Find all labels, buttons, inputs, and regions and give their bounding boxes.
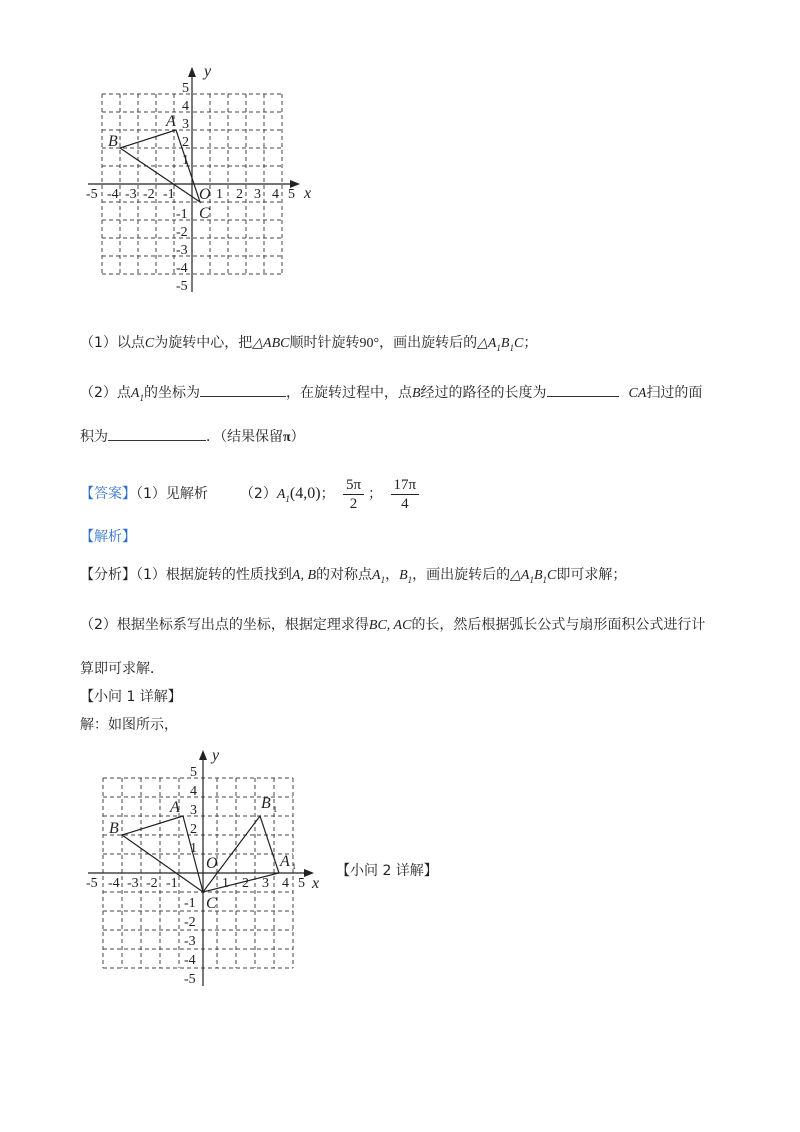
x-tick-label: -3 — [125, 187, 137, 202]
analysis-tag: 【解析】 — [80, 529, 136, 545]
b1-subscript: 1 — [273, 805, 277, 814]
analysis-point-a1: $A_1$ — [372, 568, 386, 585]
q1-triangle-abc: △ABC — [252, 336, 290, 351]
y-tick-label: 5 — [190, 765, 197, 780]
y-axis-label: y — [204, 63, 212, 80]
y-tick-label: -3 — [184, 934, 196, 949]
origin-label: O — [206, 855, 218, 872]
answer-separator: ； — [320, 486, 335, 502]
q2-text: （2）点 — [80, 385, 131, 401]
q2-text: 积为 — [80, 429, 108, 445]
answer-tag: 【答案】 — [80, 486, 136, 502]
q1-angle: 90° — [359, 336, 380, 351]
point-b-label: B — [108, 133, 118, 150]
q2-segment-ca: CA — [628, 386, 647, 401]
point-a-label: A — [170, 799, 180, 816]
y-tick-label: -3 — [176, 243, 188, 258]
answer-line — [80, 474, 423, 514]
analysis-triangle: $\triangle A_1B_1C$ — [510, 568, 557, 585]
q2-text: 扫过的面 — [646, 385, 703, 401]
point-a-label: A — [166, 113, 176, 130]
y-tick-label: -5 — [184, 972, 196, 987]
y-tick-label: 4 — [190, 784, 197, 799]
y-tick-label: -2 — [176, 225, 188, 240]
answer-a1: $A_1$ — [276, 487, 290, 504]
answer-blank-1[interactable] — [200, 382, 286, 397]
x-tick-label: -2 — [146, 876, 158, 891]
x-tick-label: 3 — [254, 187, 261, 202]
answer-part-2: （2） — [239, 486, 277, 502]
x-tick-label: 4 — [282, 876, 289, 891]
answer-blank-3[interactable] — [108, 426, 206, 441]
analysis-text: 即可求解； — [556, 567, 627, 583]
answer-part-1: （1）见解析 — [136, 486, 208, 502]
analysis-line-3: 算即可求解． — [80, 661, 164, 677]
analysis-points-ab: A, B — [291, 568, 317, 583]
x-tick-label: 4 — [272, 187, 279, 202]
question-2-line-2 — [80, 426, 305, 449]
x-tick-label: 5 — [298, 876, 305, 891]
q1-text: （1）以点 — [80, 335, 145, 351]
question-2-line-1 — [80, 382, 702, 409]
analysis-point-b1: $B_1$ — [399, 568, 413, 585]
q1-text: 顺时针旋转 — [289, 335, 360, 351]
q1-text: ； — [523, 335, 538, 351]
sub-question-1-tag: 【小问 1 详解】 — [80, 689, 182, 705]
analysis-text: （1）根据旋转的性质找到 — [136, 567, 292, 583]
x-tick-label: -3 — [127, 876, 139, 891]
answer-fraction-2: $\frac{17\pi}{4}$ — [391, 476, 420, 513]
point-c-label: C — [199, 205, 210, 222]
question-1 — [80, 332, 537, 359]
x-tick-label: 1 — [222, 876, 229, 891]
q2-text: ） — [290, 429, 305, 445]
x-tick-label: -1 — [166, 876, 178, 891]
y-tick-label: -1 — [184, 896, 196, 911]
y-axis-label: y — [212, 747, 220, 764]
y-tick-label: 2 — [182, 135, 189, 150]
a1-subscript: 1 — [292, 862, 296, 871]
y-tick-label: -1 — [176, 207, 188, 222]
y-tick-label: -4 — [176, 261, 188, 276]
x-tick-label: -5 — [86, 876, 98, 891]
analysis-text: 的长，然后根据弧长公式与扇形面积公式进行计 — [411, 617, 706, 633]
q2-text: ，在旋转过程中，点 — [285, 385, 412, 401]
q1-point-c: C — [144, 336, 155, 351]
point-b1-label: B — [261, 795, 271, 812]
analysis-label: 【分析】 — [80, 567, 136, 583]
answer-coordinate: (4,0) — [289, 485, 321, 502]
y-tick-label: -5 — [176, 279, 188, 294]
x-axis-label: x — [312, 875, 320, 892]
y-tick-label: 3 — [182, 117, 189, 132]
analysis-text: 的对称点 — [316, 567, 373, 583]
analysis-text: ， — [385, 567, 400, 583]
q2-point-b: B — [411, 386, 421, 401]
q2-text: 经过的路径的长度为 — [420, 385, 547, 401]
answer-blank-2[interactable] — [547, 382, 619, 397]
y-tick-label: 3 — [190, 803, 197, 818]
y-tick-label: 5 — [182, 81, 189, 96]
sub-question-1-text: 解：如图所示， — [80, 717, 178, 733]
analysis-text: ，画出旋转后的 — [412, 567, 511, 583]
point-c-label: C — [206, 895, 217, 912]
x-tick-label: 5 — [288, 187, 295, 202]
x-axis-label: x — [304, 185, 312, 202]
y-tick-label: -4 — [184, 953, 196, 968]
x-tick-label: 2 — [236, 187, 243, 202]
x-tick-label: 1 — [216, 187, 223, 202]
x-tick-label: -4 — [107, 187, 119, 202]
y-tick-label: 1 — [182, 153, 189, 168]
q1-text: ，画出旋转后的 — [379, 335, 478, 351]
q2-point-a1: $A_1$ — [130, 386, 144, 403]
x-tick-label: 3 — [262, 876, 269, 891]
y-tick-label: 2 — [190, 822, 197, 837]
analysis-line-1 — [80, 564, 626, 591]
point-b-label: B — [109, 820, 119, 837]
y-tick-label: 1 — [190, 841, 197, 856]
x-tick-label: -4 — [108, 876, 120, 891]
analysis-segments: BC, AC — [368, 618, 412, 633]
sub-question-2-tag: 【小问 2 详解】 — [336, 863, 438, 879]
y-axis-arrow — [188, 67, 196, 77]
y-tick-label: -2 — [184, 915, 196, 930]
x-tick-label: -5 — [86, 187, 98, 202]
coordinate-figure-1 — [80, 60, 320, 300]
y-tick-label: 4 — [182, 99, 189, 114]
point-a1-label: A — [280, 853, 290, 870]
q2-text: 的坐标为 — [143, 385, 200, 401]
answer-separator: ； — [368, 486, 383, 502]
analysis-line-2 — [80, 614, 705, 637]
q1-text: 为旋转中心，把 — [154, 335, 253, 351]
analysis-text: （2）根据坐标系写出点的坐标，根据定理求得 — [80, 617, 369, 633]
q2-pi: π — [283, 430, 291, 445]
coordinate-figure-2 — [80, 742, 330, 992]
x-tick-label: -2 — [143, 187, 155, 202]
y-axis-arrow — [199, 750, 207, 760]
x-tick-label: 2 — [242, 876, 249, 891]
x-tick-label: -1 — [163, 187, 175, 202]
origin-label: O — [199, 186, 211, 203]
answer-fraction-1: $\frac{5\pi}{2}$ — [343, 476, 364, 513]
q1-triangle-a1b1c: $\triangle A_1B_1C$ — [477, 336, 524, 353]
q2-text: ．（结果保留 — [206, 429, 283, 445]
